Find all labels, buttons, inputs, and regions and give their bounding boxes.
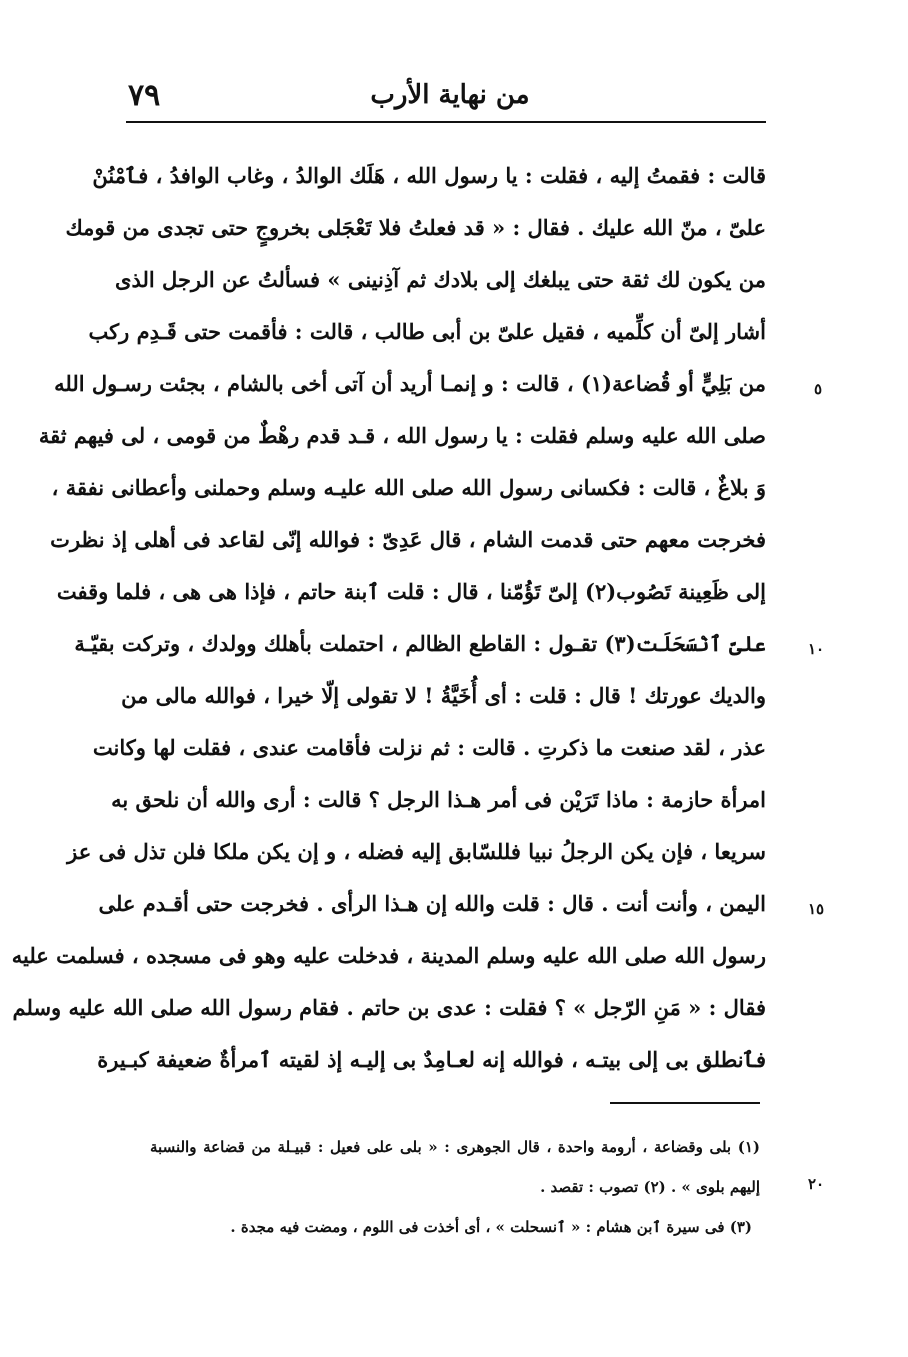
body-line: صلى الله عليه وسلم فقلت : يا رسول الله ، قـد قدم رهْطٌ من قومى ، لى فيهم ثقة [38, 423, 766, 448]
body-line: امرأة حازمة : ماذا تَرَيْن فى أمر هـذا الرجل ؟ قالت : أرى والله أن نلحق به [111, 787, 766, 812]
footnote-line: (١) بلى وقضاعة ، أرومة واحدة ، قال الجوهرى : « بلى على فعيل : قبيـلة من قضاعة والنسبة [150, 1138, 760, 1156]
running-title: من نهاية الأرب [370, 80, 530, 110]
body-line: قالت : فقمتُ إليه ، فقلت : يا رسول الله ، هَلَك الوالدُ ، وغاب الوافدُ ، فٱمْنُنْ [92, 163, 766, 188]
body-line: من بَلِيٍّ أو قُضاعة(١) ، قالت : و إنمـا أريد أن آتى أخى بالشام ، بجئت رسـول الله [54, 371, 766, 396]
line-number-marker: ١٠ [808, 640, 825, 658]
body-text [11, 150, 766, 1086]
header-rule [126, 121, 766, 123]
footnotes [150, 1130, 760, 1250]
body-line: علىّ ٱنْسَحَلَت(٣) تقـول : القاطع الظالم ، احتملت بأهلك وولدك ، وتركت بقيّـة [74, 631, 766, 656]
body-line: فقال : « مَنِ الرّجل » ؟ فقلت : عدى بن حاتم . فقام رسول الله صلى الله عليه وسلم [12, 995, 766, 1020]
body-line: إلى ظَعِينة تَصُوب(٢) إلىّ تَؤُمّنا ، قال : قلت ٱبنة حاتم ، فإذا هى هى ، فلما وقفت [56, 579, 766, 604]
body-line: فخرجت معهم حتى قدمت الشام ، قال عَدِىّ : فوالله إنّى لقاعد فى أهلى إذ نظرت [50, 527, 766, 552]
footnote-line: إليهم بلوى » . (٢) تصوب : تقصد . [540, 1178, 760, 1196]
body-line: اليمن ، وأنت أنت . قال : قلت والله إن هـذا الرأى . فخرجت حتى أقـدم على [98, 891, 766, 916]
body-line: سريعا ، فإن يكن الرجلُ نبيا فللسّابق إليه فضله ، و إن يكن ملكا فلن تذل فى عز [67, 839, 766, 864]
body-line: علىّ ، منّ الله عليك . فقال : « قد فعلتُ فلا تَعْجَلى بخروجٍ حتى تجدى من قومك [65, 215, 766, 240]
page-number: ٧٩ [128, 78, 161, 113]
line-number-marker: ١٥ [808, 900, 825, 918]
body-line: والديك عورتك ! قال : قلت : أى أُخَيَّةُ ! لا تقولى إلّا خيرا ، فوالله مالى من [121, 683, 766, 708]
body-line: من يكون لك ثقة حتى يبلغك إلى بلادك ثم آذِنينى » فسألتُ عن الرجل الذى [115, 267, 766, 292]
line-number-marker: ٢٠ [808, 1175, 825, 1193]
body-line: عذر ، لقد صنعت ما ذكرتِ . قالت : ثم نزلت فأقامت عندى ، فقلت لها وكانت [92, 735, 766, 760]
body-line: رسول الله صلى الله عليه وسلم المدينة ، فدخلت عليه وهو فى مسجده ، فسلمت عليه [11, 943, 766, 968]
body-line: أشار إلىّ أن كلِّميه ، فقيل علىّ بن أبى طالب ، قالت : فأقمت حتى قَـدِم ركب [88, 319, 766, 344]
footnote-rule [610, 1102, 760, 1104]
body-line: وَ بلاغٌ ، قالت : فكسانى رسول الله صلى الله عليـه وسلم وحملنى وأعطانى نفقة ، [51, 475, 766, 500]
body-line: فٱنطلق بى إلى بيتـه ، فوالله إنه لعـامِدٌ بى إليـه إذ لقيته ٱمرأةٌ ضعيفة كبـيرة [97, 1047, 766, 1072]
line-number-marker: ٥ [814, 380, 823, 398]
footnote-line: (٣) فى سيرة ٱبن هشام : « ٱنسحلت » ، أى أخذت فى اللوم ، ومضت فيه مجدة . [230, 1218, 752, 1236]
